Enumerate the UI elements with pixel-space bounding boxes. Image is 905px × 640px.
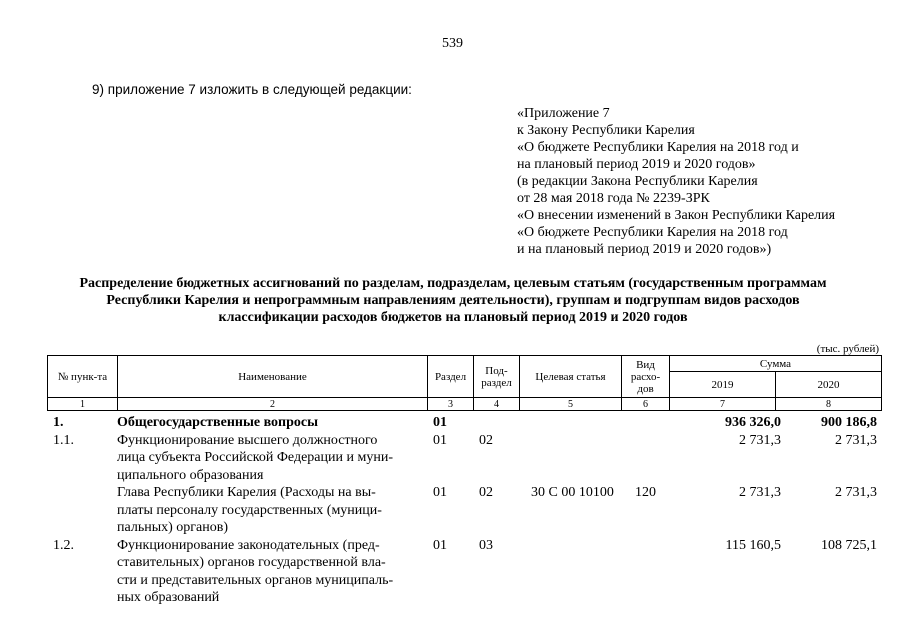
row-subsection: 02	[479, 432, 493, 448]
appendix-line: к Закону Республики Карелия	[517, 123, 695, 138]
appendix-line: и на плановый период 2019 и 2020 годов»)	[517, 242, 772, 257]
header-2020: 2020	[776, 372, 882, 398]
title-line: классификации расходов бюджетов на плановый период 2019 и 2020 годов	[218, 310, 688, 325]
header-target: Целевая статья	[520, 356, 622, 398]
appendix-line: «О бюджете Республики Карелия на 2018 год и	[517, 140, 799, 155]
row-section: 01	[433, 432, 447, 448]
budget-table-body	[47, 414, 881, 607]
row-name	[117, 414, 425, 432]
header-section: Раздел	[428, 356, 474, 398]
title-line: Распределение бюджетных ассигнований по разделам, подразделам, целевым статьям (государственным программам	[79, 276, 827, 291]
row-section: 01	[433, 485, 447, 500]
column-number: 6	[622, 398, 670, 411]
row-name-line: Общегосударственные вопросы	[117, 415, 319, 430]
row-name-line: Глава Республики Карелия (Расходы на вы-	[117, 485, 376, 500]
row-number: 1.	[53, 415, 64, 430]
row-amount-2020: 108 725,1	[821, 537, 877, 553]
page-number: 539	[442, 36, 463, 51]
row-name-line: Функционирование высшего должностного	[117, 432, 378, 448]
units-label: (тыс. рублей)	[816, 343, 879, 355]
table-row	[47, 537, 881, 607]
row-target: 30 С 00 10100	[531, 485, 614, 500]
row-amount-2020: 900 186,8	[821, 415, 877, 430]
column-number-row	[48, 398, 882, 411]
column-number: 5	[520, 398, 622, 411]
row-name-line: лица субъекта Российской Федерации и муни-	[117, 450, 393, 465]
budget-table-header	[47, 355, 882, 411]
row-name	[117, 432, 425, 485]
row-name-line: ных образований	[117, 590, 220, 605]
row-number: 1.2.	[53, 537, 74, 553]
appendix-line: «О внесении изменений в Закон Республики Карелия	[517, 208, 836, 223]
row-section: 01	[433, 415, 447, 430]
document-title	[40, 275, 866, 326]
row-name-line: ципального образования	[117, 467, 264, 483]
instruction-text: 9) приложение 7 изложить в следующей редакции:	[92, 82, 412, 97]
header-sum: Сумма	[670, 356, 882, 372]
column-number: 4	[474, 398, 520, 411]
row-name-line: Функционирование законодательных (пред-	[117, 537, 380, 553]
appendix-line: (в редакции Закона Республики Карелия	[517, 174, 758, 189]
column-number: 1	[48, 398, 118, 411]
column-number: 2	[118, 398, 428, 411]
appendix-line: «О бюджете Республики Карелия на 2018 год	[517, 225, 788, 240]
row-subsection: 02	[479, 485, 493, 500]
header-2019: 2019	[670, 372, 776, 398]
title-line: Республики Карелия и непрограммным направлениям деятельности), группам и подгруппам видов расходов	[106, 293, 800, 308]
row-name-line: платы персоналу государственных (муници-	[117, 502, 382, 518]
appendix-line: на плановый период 2019 и 2020 годов»	[517, 157, 756, 172]
row-amount-2019: 115 160,5	[725, 537, 781, 553]
row-amount-2019: 2 731,3	[739, 485, 781, 500]
appendix-line: «Приложение 7	[517, 106, 610, 121]
header-kind: Вид расхо-дов	[622, 356, 670, 398]
row-section: 01	[433, 537, 447, 553]
table-row	[47, 414, 881, 432]
row-amount-2019: 2 731,3	[739, 432, 781, 448]
row-subsection: 03	[479, 537, 493, 553]
row-amount-2019: 936 326,0	[725, 415, 781, 430]
row-name	[117, 484, 425, 537]
appendix-header	[517, 105, 835, 258]
column-number: 7	[670, 398, 776, 411]
table-row	[47, 432, 881, 485]
row-number: 1.1.	[53, 432, 74, 448]
row-name-line: сти и представительных органов муниципаль-	[117, 572, 394, 588]
header-subsection: Под-раздел	[474, 356, 520, 398]
row-name	[117, 537, 425, 607]
row-name-line: пальных) органов)	[117, 520, 228, 535]
appendix-line: от 28 мая 2018 года № 2239-ЗРК	[517, 191, 710, 206]
row-name-line: ставительных) органов государственной вла-	[117, 555, 386, 570]
row-amount-2020: 2 731,3	[835, 432, 877, 448]
column-number: 3	[428, 398, 474, 411]
header-name: Наименование	[118, 356, 428, 398]
header-num: № пунк-та	[48, 356, 118, 398]
row-amount-2020: 2 731,3	[835, 485, 877, 500]
row-kind: 120	[635, 485, 656, 500]
table-row	[47, 484, 881, 537]
column-number: 8	[776, 398, 882, 411]
